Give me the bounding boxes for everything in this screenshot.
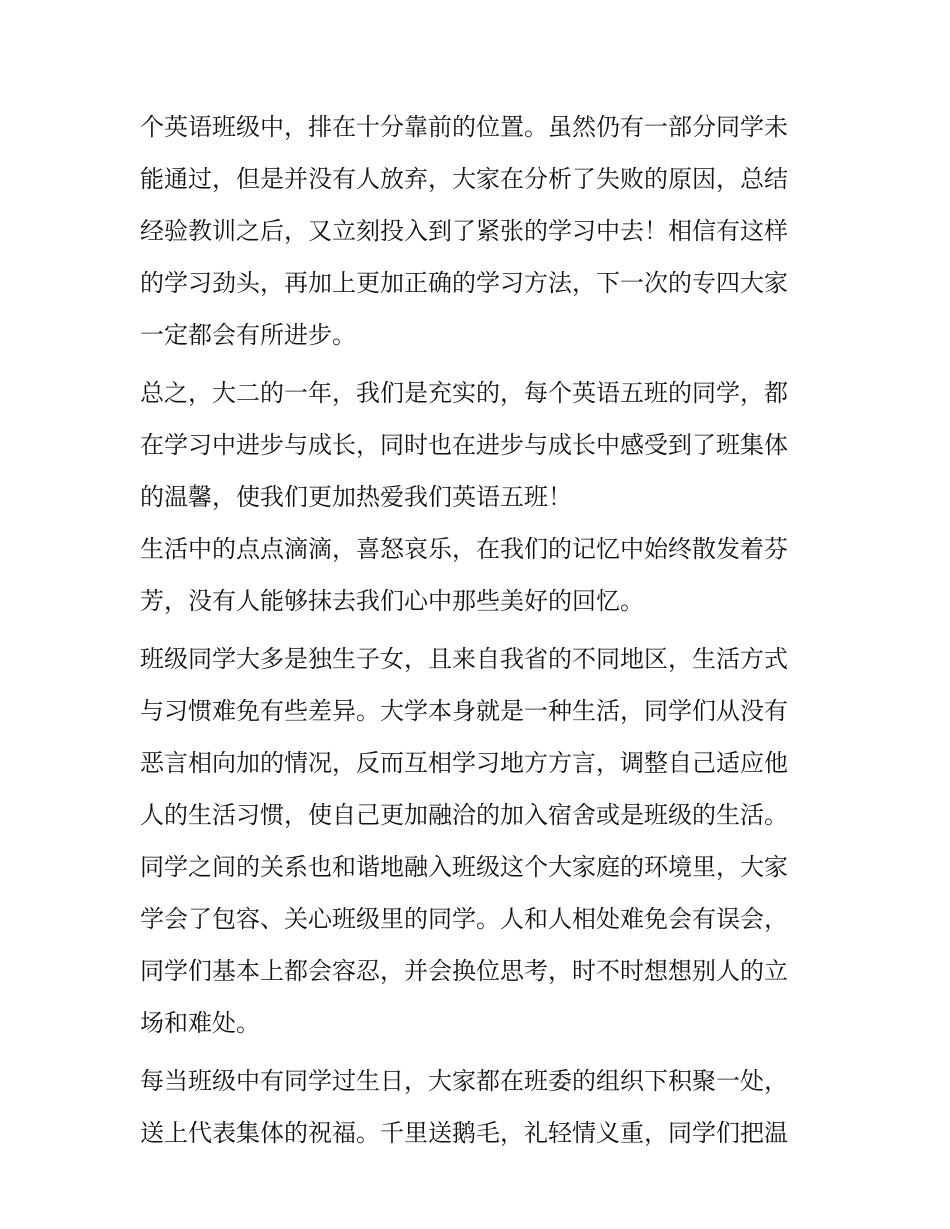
text-line: 与习惯难免有些差异。大学本身就是一种生活，同学们从没有: [140, 697, 788, 725]
document-body: [140, 101, 820, 1159]
text-line: 芳，没有人能够抹去我们心中那些美好的回忆。: [140, 587, 644, 615]
text-line: 的学习劲头，再加上更加正确的学习方法，下一次的专四大家: [140, 269, 788, 297]
paragraph-4: [140, 633, 820, 1055]
paragraph-1: [140, 101, 820, 367]
text-line: 送上代表集体的祝福。千里送鹅毛，礼轻情义重，同学们把温: [140, 1119, 788, 1147]
text-line: 的温馨，使我们更加热爱我们英语五班！: [140, 483, 572, 511]
text-line: 每当班级中有同学过生日，大家都在班委的组织下积聚一处，: [140, 1067, 788, 1095]
text-line: 经验教训之后，又立刻投入到了紧张的学习中去！相信有这样: [140, 217, 788, 245]
text-line: 总之，大二的一年，我们是充实的，每个英语五班的同学，都: [140, 379, 788, 407]
paragraph-5: [140, 1055, 820, 1159]
paragraph-3: [140, 523, 820, 633]
text-line: 在学习中进步与成长，同时也在进步与成长中感受到了班集体: [140, 431, 788, 459]
text-line: 班级同学大多是独生子女，且来自我省的不同地区，生活方式: [140, 645, 788, 673]
text-line: 个英语班级中，排在十分靠前的位置。虽然仍有一部分同学未: [140, 113, 788, 141]
text-line: 人的生活习惯，使自己更加融洽的加入宿舍或是班级的生活。: [140, 801, 788, 829]
text-line: 同学之间的关系也和谐地融入班级这个大家庭的环境里，大家: [140, 853, 788, 881]
text-line: 场和难处。: [140, 1009, 260, 1037]
text-line: 能通过，但是并没有人放弃，大家在分析了失败的原因，总结: [140, 165, 788, 193]
paragraph-2: [140, 367, 820, 523]
text-line: 恶言相向加的情况，反而互相学习地方方言，调整自己适应他: [140, 749, 788, 777]
text-line: 生活中的点点滴滴，喜怒哀乐，在我们的记忆中始终散发着芬: [140, 535, 788, 563]
text-line: 同学们基本上都会容忍，并会换位思考，时不时想想别人的立: [140, 957, 788, 985]
text-line: 学会了包容、关心班级里的同学。人和人相处难免会有误会，: [140, 905, 788, 933]
text-line: 一定都会有所进步。: [140, 321, 356, 349]
